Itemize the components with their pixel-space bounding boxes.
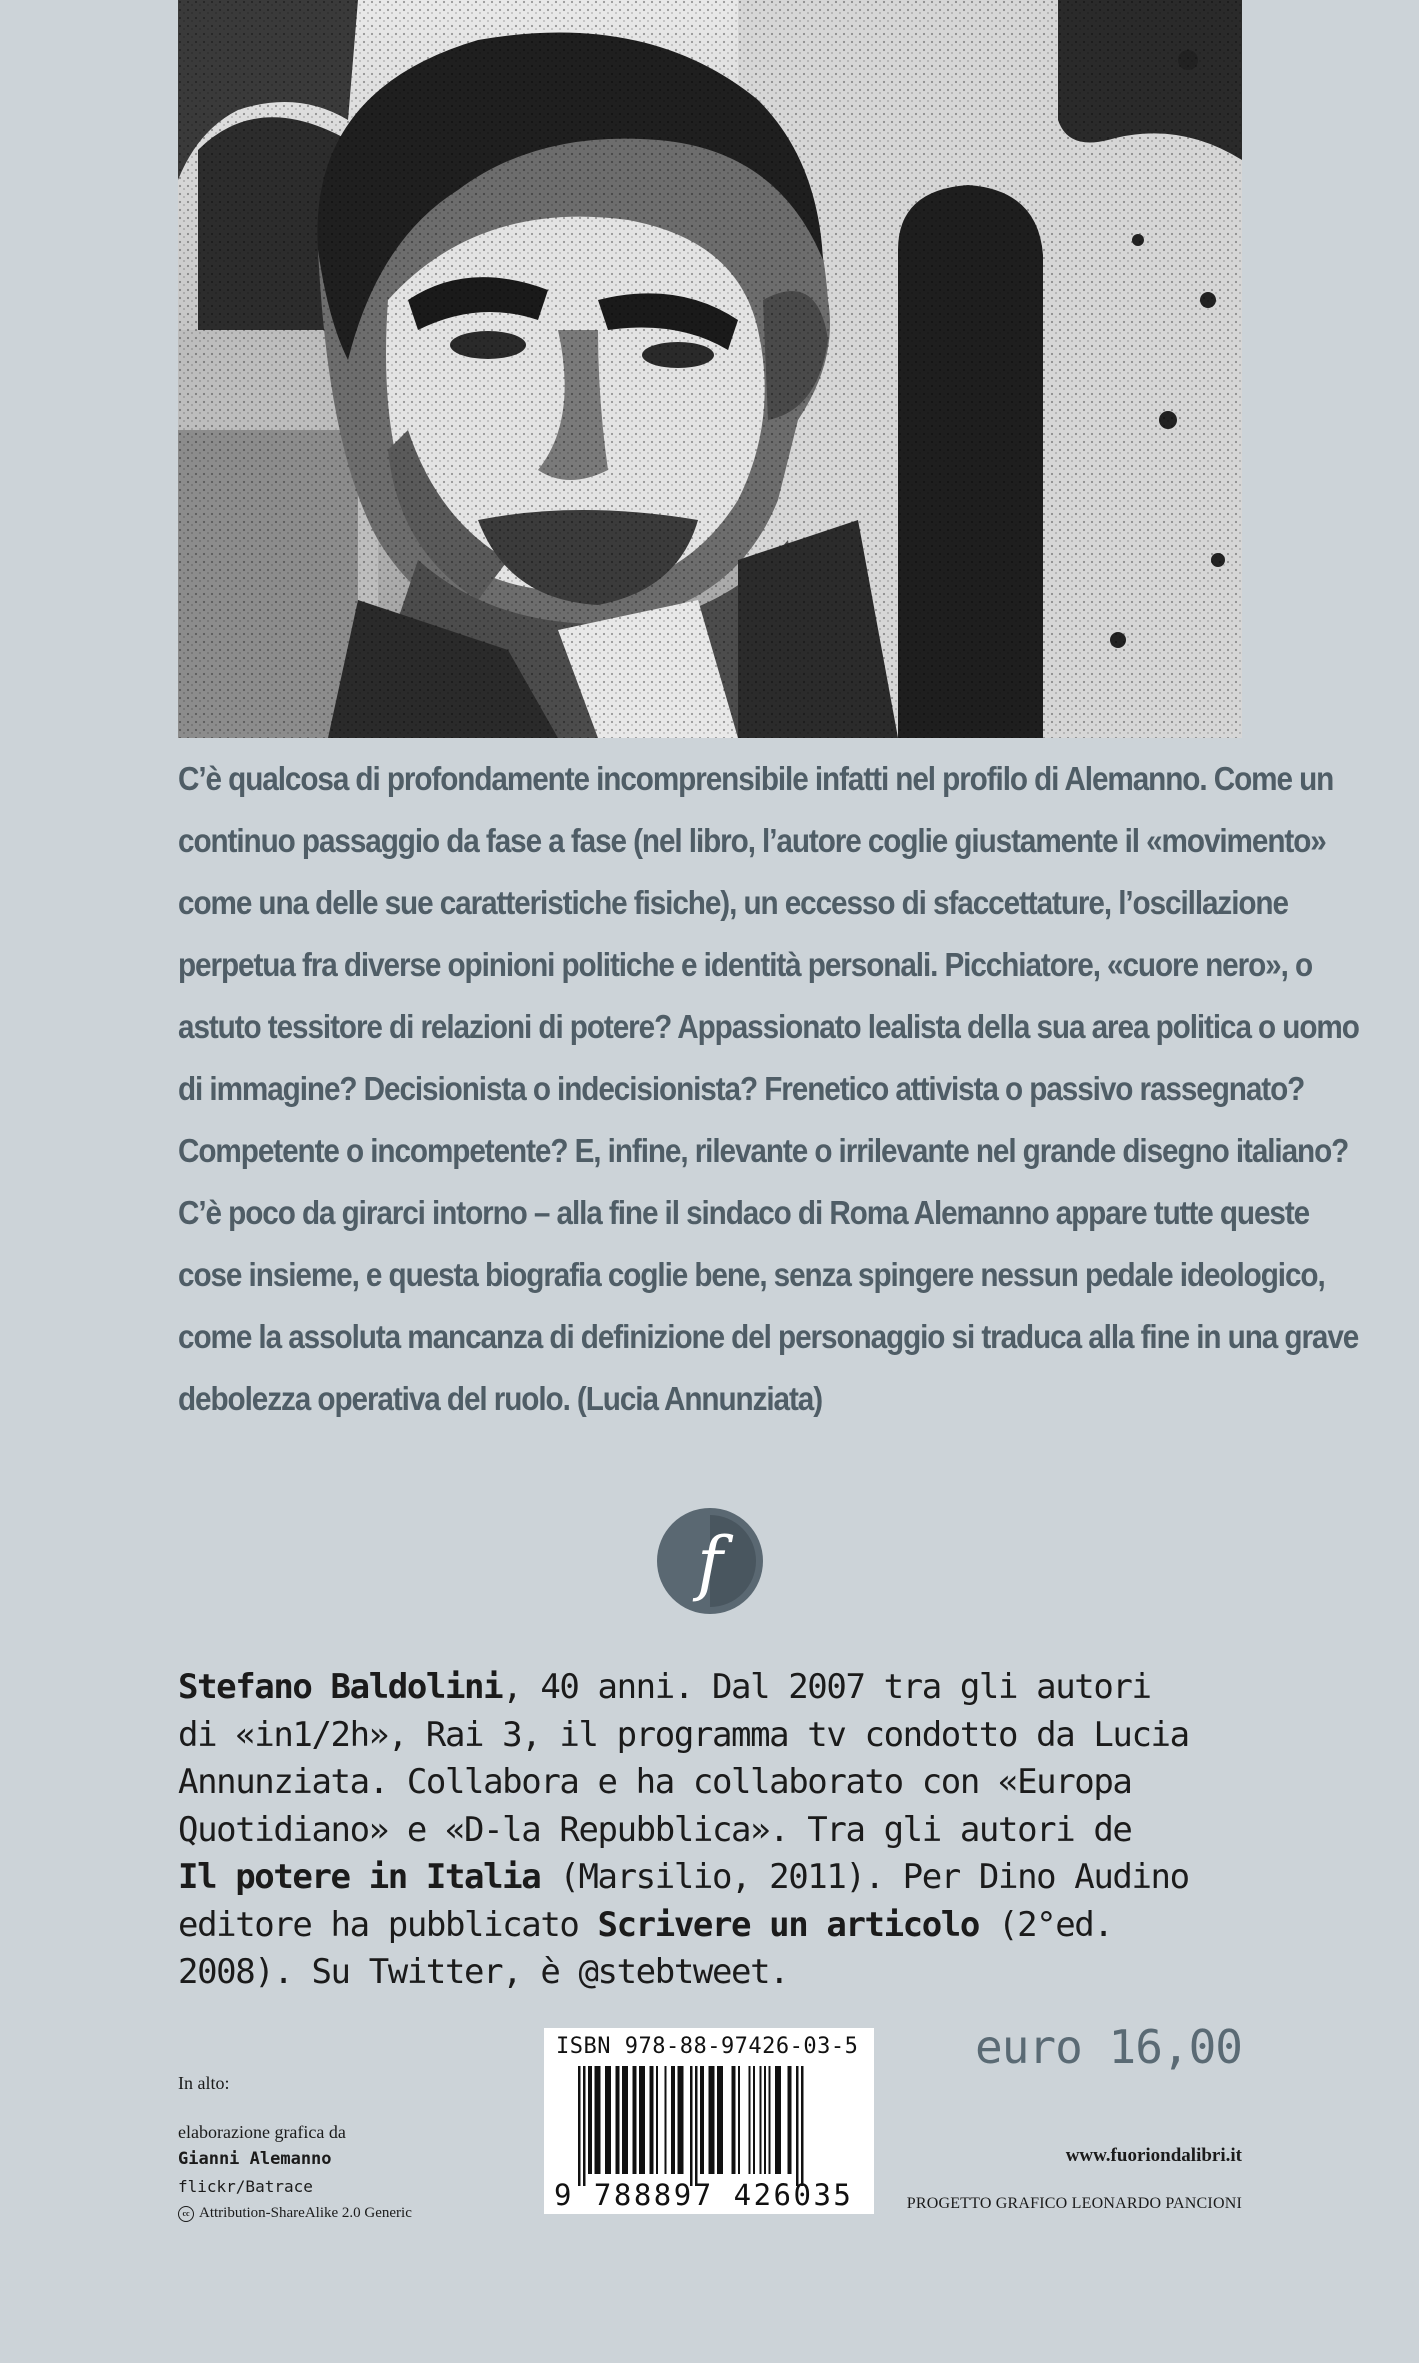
- book-title: Scrivere un articolo: [597, 1904, 979, 1945]
- bio-line: [178, 1902, 1242, 1950]
- barcode-bar: [709, 2066, 715, 2174]
- bio-text: , 40 anni. Dal 2007 tra gli autori: [502, 1667, 1151, 1707]
- barcode-bar: [769, 2066, 771, 2174]
- barcode-bar: [622, 2066, 628, 2174]
- barcode-bar: [764, 2066, 766, 2174]
- blurb-line: Competente o incompetente? E, infine, rilevante o irrilevante nel grande disegno italiano?: [178, 1132, 1349, 1169]
- blurb-line: come la assoluta mancanza di definizione del personaggio si traduca alla fine in una grave: [178, 1318, 1359, 1355]
- barcode-bar: [616, 2066, 620, 2174]
- barcode-bar: [717, 2066, 723, 2174]
- isbn-label: ISBN 978-88-97426-03-5: [556, 2034, 859, 2059]
- barcode-bar: [650, 2066, 654, 2174]
- bio-line: di «in1/2h», Rai 3, il programma tv condotto da Lucia: [178, 1714, 1189, 1755]
- barcode-bar: [695, 2066, 698, 2186]
- barcode-bar: [753, 2066, 755, 2174]
- barcode-bar: [665, 2066, 667, 2174]
- blurb-line: come una delle sue caratteristiche fisiche), un eccesso di sfaccettature, l’oscillazione: [178, 884, 1288, 921]
- barcode-bar: [671, 2066, 675, 2174]
- bio-line: 2008). Su Twitter, è @stebtweet.: [178, 1952, 789, 1992]
- bio-line: Annunziata. Collabora e ha collaborato con «Europa: [178, 1762, 1132, 1802]
- barcode-bar: [700, 2066, 704, 2174]
- barcode-bar: [588, 2066, 592, 2174]
- barcode-bar: [583, 2066, 586, 2186]
- credits-heading: In alto:: [178, 2073, 230, 2093]
- barcode-bar: [801, 2066, 804, 2186]
- cover-photo: [178, 0, 1242, 738]
- barcode-bar: [732, 2066, 736, 2174]
- credits-line: elaborazione grafica da: [178, 2122, 346, 2142]
- barcode-bar: [796, 2066, 799, 2186]
- barcode-bar: [738, 2066, 740, 2174]
- barcode-bar: [749, 2066, 751, 2174]
- image-credits: [178, 2070, 538, 2227]
- price: euro 16,00: [975, 2020, 1242, 2074]
- barcode-bar: [633, 2066, 637, 2174]
- blurb-line: perpetua fra diverse opinioni politiche e identità personali. Picchiatore, «cuore nero», o: [178, 946, 1313, 983]
- blurb-quote: [178, 748, 1359, 1430]
- license-text: Attribution-ShareAlike 2.0 Generic: [199, 2205, 412, 2221]
- barcode-bar: [639, 2066, 645, 2174]
- design-credit: PROGETTO GRAFICO LEONARDO PANCIONI: [906, 2195, 1242, 2212]
- publisher-website[interactable]: www.fuoriondalibri.it: [1065, 2145, 1242, 2166]
- publisher-logo-letter: f: [697, 1522, 723, 1604]
- bio-text: (2°ed.: [978, 1904, 1113, 1945]
- credits-license: [178, 2200, 538, 2227]
- creative-commons-icon: cc: [178, 2206, 194, 2222]
- barcode-bar: [578, 2066, 581, 2186]
- blurb-line: di immagine? Decisionista o indecisionista? Frenetico attivista o passivo rassegnato?: [178, 1070, 1305, 1107]
- book-title: Il potere in Italia: [178, 1857, 541, 1897]
- barcode-bar: [788, 2066, 792, 2174]
- barcode-bar: [656, 2066, 658, 2174]
- credits-subject: Gianni Alemanno: [178, 2149, 332, 2169]
- author-name: Stefano Baldolini: [178, 1667, 503, 1707]
- blurb-line: debolezza operativa del ruolo. (Lucia Annunziata): [178, 1380, 823, 1417]
- barcode-bar: [595, 2066, 601, 2174]
- barcode-bar: [605, 2066, 611, 2174]
- barcode-bar: [775, 2066, 781, 2174]
- author-bio: [178, 1664, 1242, 1997]
- bio-line: Quotidiano» e «D-la Repubblica». Tra gli autori de: [178, 1809, 1132, 1850]
- bio-line: [178, 1854, 1242, 1902]
- blurb-line: C’è qualcosa di profondamente incomprensibile infatti nel profilo di Alemanno. Come un: [178, 760, 1334, 797]
- blurb-line: cose insieme, e questa biografia coglie bene, senza spingere nessun pedale ideologico,: [178, 1256, 1325, 1293]
- barcode-bar: [678, 2066, 684, 2174]
- bio-line: [178, 1664, 1242, 1712]
- bio-text: (Marsilio, 2011). Per Dino Audino: [540, 1857, 1189, 1897]
- barcode-digits: 9 788897 426035: [554, 2178, 854, 2212]
- credits-source: flickr/Batrace: [178, 2177, 313, 2196]
- isbn-barcode: [544, 2028, 874, 2214]
- publisher-logo: [656, 1507, 764, 1615]
- blurb-line: astuto tessitore di relazioni di potere? Appassionato lealista della sua area politica o uomo: [178, 1008, 1359, 1045]
- blurb-line: continuo passaggio da fase a fase (nel libro, l’autore coglie giustamente il «movimento»: [178, 822, 1326, 859]
- barcode-bar: [690, 2066, 693, 2186]
- portrait-illustration: [178, 0, 1242, 738]
- bio-text: editore ha pubblicato: [178, 1904, 598, 1945]
- barcode-bar: [760, 2066, 762, 2174]
- blurb-line: C’è poco da girarci intorno – alla fine il sindaco di Roma Alemanno appare tutte queste: [178, 1194, 1310, 1231]
